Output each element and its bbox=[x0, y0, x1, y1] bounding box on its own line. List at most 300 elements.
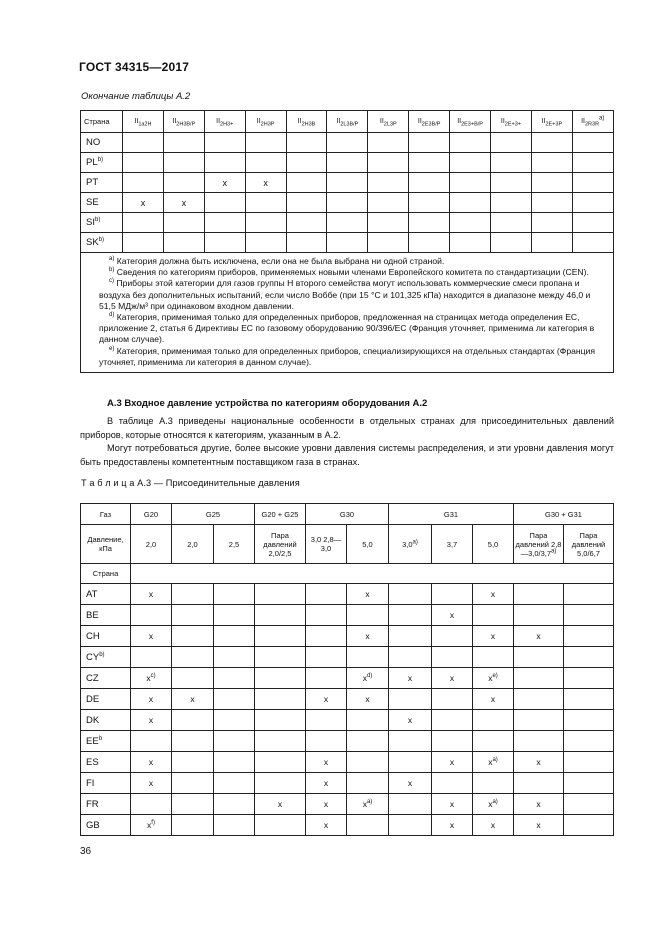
column-header-category bbox=[531, 111, 572, 133]
category-cell bbox=[163, 233, 204, 253]
cell-mark: x bbox=[146, 673, 151, 683]
table-notes bbox=[81, 253, 614, 373]
category-cell bbox=[327, 153, 368, 173]
pressure-value: 2,5 bbox=[228, 539, 240, 549]
pressure-value: 2,0 bbox=[145, 539, 157, 549]
header-subscript: 2E3B/P bbox=[421, 121, 441, 128]
category-cell bbox=[491, 173, 532, 193]
cell-mark: x bbox=[323, 820, 329, 830]
pressure-cell bbox=[432, 668, 473, 689]
header-base: II bbox=[457, 118, 462, 125]
cell-mark: x bbox=[490, 589, 496, 599]
country-code: PL bbox=[86, 157, 98, 168]
category-cell bbox=[163, 153, 204, 173]
category-cell bbox=[572, 153, 613, 173]
country-code: EE bbox=[86, 735, 99, 747]
pressure-cell bbox=[306, 584, 347, 605]
table-a3-pressure-row bbox=[81, 525, 614, 564]
pressure-cell bbox=[389, 773, 432, 794]
pressure-cell bbox=[473, 668, 514, 689]
category-cell bbox=[286, 233, 327, 253]
footnote bbox=[99, 256, 603, 267]
category-cell bbox=[245, 193, 286, 213]
category-cell bbox=[491, 133, 532, 153]
column-header-country bbox=[81, 111, 123, 133]
pressure-cell bbox=[214, 752, 255, 773]
country-code: CY bbox=[86, 651, 100, 663]
cell-mark: x bbox=[536, 820, 541, 830]
pressure-cell bbox=[172, 647, 214, 668]
category-cell bbox=[204, 133, 245, 153]
header-subscript: 2E+3+ bbox=[504, 121, 522, 128]
header-subscript: 2E3+B/P bbox=[461, 121, 483, 128]
pressure-header bbox=[172, 525, 214, 564]
category-cell bbox=[409, 233, 450, 253]
pressure-cell bbox=[564, 815, 614, 836]
pressure-cell bbox=[306, 794, 347, 815]
pressure-cell bbox=[347, 689, 389, 710]
pressure-cell bbox=[389, 710, 432, 731]
header-subscript: 2L3P bbox=[383, 121, 397, 128]
pressure-cell bbox=[131, 605, 172, 626]
country-code: PT bbox=[86, 177, 99, 188]
footnote-mark: a) bbox=[492, 757, 498, 764]
header-base: II bbox=[417, 118, 422, 125]
category-cell bbox=[245, 233, 286, 253]
category-cell bbox=[491, 213, 532, 233]
header-base: II bbox=[172, 118, 177, 125]
footnote-mark: d) bbox=[109, 312, 115, 319]
category-cell bbox=[245, 153, 286, 173]
pressure-cell bbox=[255, 647, 306, 668]
category-cell: x bbox=[123, 193, 164, 213]
pressure-cell bbox=[214, 626, 255, 647]
header-base: Страна bbox=[84, 117, 110, 126]
gas-group-header: G25 bbox=[172, 504, 255, 525]
pressure-cell bbox=[514, 752, 564, 773]
category-cell bbox=[327, 193, 368, 213]
pressure-cell bbox=[564, 731, 614, 752]
footnote-text: Категория, применимая только для определенных приборов, специализирующихся на отдельных стандартах (Франция уточняет, применима ли категория в данном случае). bbox=[99, 345, 595, 367]
table-row bbox=[81, 605, 614, 626]
country-cell bbox=[81, 153, 123, 173]
pressure-cell bbox=[214, 773, 255, 794]
pressure-cell bbox=[131, 710, 172, 731]
category-cell bbox=[286, 133, 327, 153]
pressure-cell bbox=[306, 710, 347, 731]
category-cell bbox=[531, 133, 572, 153]
cell-mark: x bbox=[449, 610, 455, 620]
pressure-cell bbox=[255, 626, 306, 647]
category-cell bbox=[327, 233, 368, 253]
pressure-cell bbox=[514, 815, 564, 836]
pressure-value: 5,0 bbox=[362, 539, 373, 549]
pressure-cell bbox=[255, 584, 306, 605]
header-subscript: 2E+3P bbox=[545, 121, 563, 128]
cell-mark: x bbox=[323, 799, 329, 809]
pressure-cell bbox=[214, 668, 255, 689]
category-cell bbox=[163, 173, 204, 193]
table-row bbox=[81, 731, 614, 752]
pressure-value: Пара давлений 5,0/6,7 bbox=[571, 530, 606, 558]
table-row bbox=[81, 815, 614, 836]
table-a3-caption bbox=[81, 478, 300, 488]
caption-label: Т а б л и ц а bbox=[81, 478, 135, 488]
column-header-category bbox=[368, 111, 409, 133]
section-a3-paragraph-2 bbox=[80, 442, 614, 469]
pressure-cell bbox=[214, 689, 255, 710]
cell-mark: x bbox=[490, 694, 496, 704]
category-cell bbox=[572, 173, 613, 193]
category-cell bbox=[286, 213, 327, 233]
footnote-mark: e) bbox=[492, 673, 498, 680]
category-cell bbox=[163, 213, 204, 233]
column-header-category bbox=[327, 111, 368, 133]
cell-mark: x bbox=[407, 715, 413, 725]
gas-group-header: G20 + G25 bbox=[255, 504, 306, 525]
category-cell bbox=[286, 193, 327, 213]
footnote-text: Сведения по категориям приборов, применяемых новыми членами Европейского комитета по стандартизации (CEN). bbox=[116, 267, 589, 278]
pressure-cell bbox=[473, 752, 514, 773]
pressure-cell bbox=[172, 668, 214, 689]
pressure-cell bbox=[347, 647, 389, 668]
pressure-cell bbox=[306, 668, 347, 689]
pressure-cell bbox=[514, 731, 564, 752]
pressure-cell bbox=[306, 626, 347, 647]
pressure-value: 3,7 bbox=[446, 539, 458, 549]
cell-mark: x bbox=[148, 631, 154, 641]
pressure-cell bbox=[432, 815, 473, 836]
cell-mark: x bbox=[148, 694, 154, 704]
category-cell bbox=[327, 173, 368, 193]
category-cell bbox=[450, 233, 491, 253]
header-base: II bbox=[336, 118, 341, 125]
footnote-mark: b) bbox=[99, 651, 105, 658]
category-cell bbox=[409, 213, 450, 233]
pressure-cell bbox=[255, 752, 306, 773]
pressure-cell bbox=[514, 647, 564, 668]
pressure-cell bbox=[347, 668, 389, 689]
category-cell bbox=[531, 233, 572, 253]
pressure-cell bbox=[347, 710, 389, 731]
country-cell bbox=[81, 689, 131, 710]
pressure-cell bbox=[255, 605, 306, 626]
pressure-cell bbox=[389, 731, 432, 752]
country-code: CH bbox=[86, 630, 100, 642]
category-cell bbox=[163, 133, 204, 153]
header-superscript: a) bbox=[599, 115, 605, 122]
header-subscript: 2L3B/P bbox=[340, 121, 359, 128]
footnote-text: Категория должна быть исключена, если она не была выбрана ни одной страной. bbox=[116, 256, 445, 266]
header-subscript: 2H3B bbox=[301, 121, 316, 128]
table-a3-gas-row bbox=[81, 504, 614, 525]
pressure-header bbox=[214, 525, 255, 564]
cell-mark: x bbox=[488, 673, 493, 683]
table-row bbox=[81, 689, 614, 710]
category-cell bbox=[368, 133, 409, 153]
gas-group-header: G30 bbox=[306, 504, 389, 525]
paragraph-1-text: В таблице А.3 приведены национальные особенности в отдельных странах для присоединительных давлений приборов, которые относятся к категориям, указанным в А.2. bbox=[80, 416, 614, 440]
category-cell bbox=[531, 153, 572, 173]
footnote bbox=[99, 267, 603, 278]
footnote-mark: a) bbox=[412, 539, 418, 545]
pressure-cell bbox=[172, 815, 214, 836]
paragraph-2-text: Могут потребоваться другие, более высокие уровни давления системы распределения, и эти уровни давления могут быть предоставлены компетентным поставщиком газа в странах. bbox=[80, 443, 614, 467]
footnote bbox=[99, 346, 603, 368]
country-cell bbox=[81, 731, 131, 752]
cell-mark: x bbox=[488, 757, 493, 767]
pressure-cell bbox=[131, 689, 172, 710]
cell-mark: x bbox=[490, 820, 496, 830]
pressure-cell bbox=[432, 626, 473, 647]
pressure-cell bbox=[564, 752, 614, 773]
pressure-cell bbox=[172, 794, 214, 815]
pressure-cell bbox=[564, 710, 614, 731]
header-subscript: 2H3+ bbox=[220, 121, 234, 128]
cell-mark: x bbox=[148, 778, 154, 788]
footnote-mark: b) bbox=[109, 267, 115, 274]
category-cell bbox=[123, 153, 164, 173]
pressure-cell bbox=[347, 731, 389, 752]
pressure-cell bbox=[564, 794, 614, 815]
pressure-cell bbox=[255, 794, 306, 815]
category-cell bbox=[204, 213, 245, 233]
country-cell bbox=[81, 213, 123, 233]
pressure-cell bbox=[389, 605, 432, 626]
country-code: FR bbox=[86, 798, 99, 810]
pressure-value: Пара давлений 2,8—3,0/3,7 bbox=[515, 530, 562, 558]
category-cell bbox=[450, 173, 491, 193]
column-header-category bbox=[409, 111, 450, 133]
table-row bbox=[81, 752, 614, 773]
pressure-cell bbox=[347, 794, 389, 815]
pressure-header bbox=[564, 525, 614, 564]
pressure-cell bbox=[564, 626, 614, 647]
pressure-cell bbox=[131, 752, 172, 773]
pressure-cell bbox=[131, 794, 172, 815]
category-cell bbox=[531, 193, 572, 213]
header-base: II bbox=[541, 118, 546, 125]
country-code: SI bbox=[86, 217, 95, 228]
pressure-cell bbox=[389, 794, 432, 815]
column-header-category bbox=[204, 111, 245, 133]
category-cell bbox=[368, 193, 409, 213]
country-cell bbox=[81, 133, 123, 153]
column-header-category bbox=[123, 111, 164, 133]
pressure-cell bbox=[432, 710, 473, 731]
table-row bbox=[81, 773, 614, 794]
pressure-cell bbox=[131, 626, 172, 647]
header-subscript: 2H3P bbox=[260, 121, 275, 128]
footnote-mark: b) bbox=[98, 236, 105, 243]
column-header-category bbox=[163, 111, 204, 133]
category-cell bbox=[123, 213, 164, 233]
pressure-value: 3,0 2,8—3,0 bbox=[310, 535, 342, 553]
pressure-cell bbox=[564, 689, 614, 710]
table-row bbox=[81, 710, 614, 731]
pressure-cell bbox=[514, 584, 564, 605]
country-code: NO bbox=[86, 137, 101, 148]
country-code: SK bbox=[86, 237, 99, 248]
pressure-cell bbox=[306, 605, 347, 626]
pressure-cell bbox=[172, 689, 214, 710]
category-cell bbox=[531, 213, 572, 233]
category-cell bbox=[368, 213, 409, 233]
header-base: II bbox=[216, 118, 221, 125]
cell-mark: x bbox=[449, 820, 455, 830]
footnote-mark: a) bbox=[551, 548, 557, 554]
cell-mark: x bbox=[148, 715, 154, 725]
pressure-cell bbox=[172, 626, 214, 647]
pressure-cell bbox=[214, 584, 255, 605]
country-cell bbox=[81, 173, 123, 193]
pressure-cell bbox=[432, 689, 473, 710]
pressure-cell bbox=[306, 773, 347, 794]
pressure-cell bbox=[347, 752, 389, 773]
table-row bbox=[81, 794, 614, 815]
cell-mark: x bbox=[449, 799, 455, 809]
country-code: FI bbox=[86, 777, 95, 789]
pressure-header bbox=[255, 525, 306, 564]
category-cell bbox=[204, 233, 245, 253]
pressure-cell bbox=[514, 689, 564, 710]
category-cell bbox=[572, 233, 613, 253]
header-base: II bbox=[134, 118, 139, 125]
country-cell bbox=[81, 584, 131, 605]
country-cell bbox=[81, 773, 131, 794]
country-code: GB bbox=[86, 819, 100, 831]
pressure-cell bbox=[514, 668, 564, 689]
table-row bbox=[81, 668, 614, 689]
footnote bbox=[99, 312, 603, 346]
pressure-cell bbox=[172, 584, 214, 605]
pressure-cell bbox=[214, 794, 255, 815]
pressure-cell bbox=[389, 668, 432, 689]
category-cell bbox=[491, 153, 532, 173]
cell-mark: x bbox=[148, 757, 154, 767]
pressure-cell bbox=[131, 668, 172, 689]
pressure-value: 2,0 bbox=[187, 539, 198, 549]
header-subscript: 2R3R bbox=[584, 121, 600, 128]
category-cell bbox=[286, 153, 327, 173]
category-cell bbox=[123, 233, 164, 253]
cell-mark: x bbox=[407, 778, 413, 788]
pressure-cell bbox=[306, 752, 347, 773]
header-base: II bbox=[581, 118, 585, 125]
pressure-cell bbox=[347, 584, 389, 605]
cell-mark: x bbox=[365, 631, 370, 641]
cell-mark: x bbox=[365, 694, 370, 704]
section-a3-title: А.3 Входное давление устройства по категориям оборудования А.2 bbox=[107, 398, 428, 409]
pressure-header bbox=[389, 525, 432, 564]
category-cell bbox=[491, 193, 532, 213]
caption-text: А.3 — Присоединительные давления bbox=[137, 478, 300, 488]
category-cell: x bbox=[245, 173, 286, 193]
pressure-cell bbox=[172, 731, 214, 752]
footnote-mark: f) bbox=[151, 820, 155, 827]
pressure-cell bbox=[389, 647, 432, 668]
table-row bbox=[81, 647, 614, 668]
pressure-cell bbox=[514, 794, 564, 815]
header-base: II bbox=[256, 118, 261, 125]
pressure-cell bbox=[347, 815, 389, 836]
pressure-cell bbox=[347, 605, 389, 626]
page-number: 36 bbox=[80, 846, 92, 857]
pressure-cell bbox=[255, 773, 306, 794]
pressure-cell bbox=[564, 605, 614, 626]
country-cell bbox=[81, 752, 131, 773]
footnote-mark: b bbox=[98, 735, 103, 742]
country-code: DE bbox=[86, 693, 100, 705]
pressure-cell bbox=[214, 710, 255, 731]
country-label: Страна bbox=[81, 564, 131, 584]
footnote-mark: b) bbox=[97, 156, 103, 163]
pressure-cell bbox=[564, 647, 614, 668]
country-cell bbox=[81, 794, 131, 815]
pressure-cell bbox=[306, 815, 347, 836]
table-row bbox=[81, 193, 614, 213]
pressure-header bbox=[514, 525, 564, 564]
column-header-category bbox=[450, 111, 491, 133]
pressure-header bbox=[432, 525, 473, 564]
pressure-cell bbox=[389, 752, 432, 773]
pressure-cell bbox=[389, 815, 432, 836]
cell-mark: x bbox=[490, 631, 496, 641]
category-cell bbox=[409, 193, 450, 213]
gas-group-header: G31 bbox=[389, 504, 514, 525]
cell-mark: x bbox=[362, 799, 367, 809]
cell-mark: x bbox=[190, 694, 195, 704]
footnote-mark: a) bbox=[109, 256, 115, 263]
footnote-mark: e) bbox=[109, 345, 115, 352]
notes-row bbox=[81, 253, 614, 373]
cell-mark: x bbox=[536, 799, 541, 809]
pressure-cell bbox=[255, 731, 306, 752]
pressure-cell bbox=[172, 710, 214, 731]
pressure-cell bbox=[473, 710, 514, 731]
category-cell bbox=[450, 213, 491, 233]
cell-mark: x bbox=[536, 631, 541, 641]
country-code: DK bbox=[86, 714, 100, 726]
pressure-cell bbox=[473, 605, 514, 626]
country-cell bbox=[81, 815, 131, 836]
pressure-cell bbox=[389, 689, 432, 710]
cell-mark: x bbox=[362, 673, 367, 683]
pressure-cell bbox=[514, 605, 564, 626]
country-code: AT bbox=[86, 588, 98, 600]
table-row bbox=[81, 213, 614, 233]
pressure-cell bbox=[214, 731, 255, 752]
pressure-cell bbox=[172, 752, 214, 773]
table-row bbox=[81, 626, 614, 647]
pressure-cell bbox=[131, 731, 172, 752]
pressure-cell bbox=[347, 773, 389, 794]
footnote bbox=[99, 278, 603, 312]
column-header-category bbox=[286, 111, 327, 133]
country-cell bbox=[81, 605, 131, 626]
table-a2 bbox=[80, 110, 614, 373]
cell-mark: x bbox=[536, 757, 541, 767]
pressure-cell bbox=[389, 584, 432, 605]
category-cell bbox=[204, 193, 245, 213]
pressure-cell bbox=[131, 815, 172, 836]
table-a2-header-row bbox=[81, 111, 614, 133]
category-cell bbox=[123, 173, 164, 193]
country-code: BE bbox=[86, 609, 99, 621]
cell-mark: x bbox=[147, 820, 152, 830]
country-cell bbox=[81, 233, 123, 253]
category-cell bbox=[572, 133, 613, 153]
